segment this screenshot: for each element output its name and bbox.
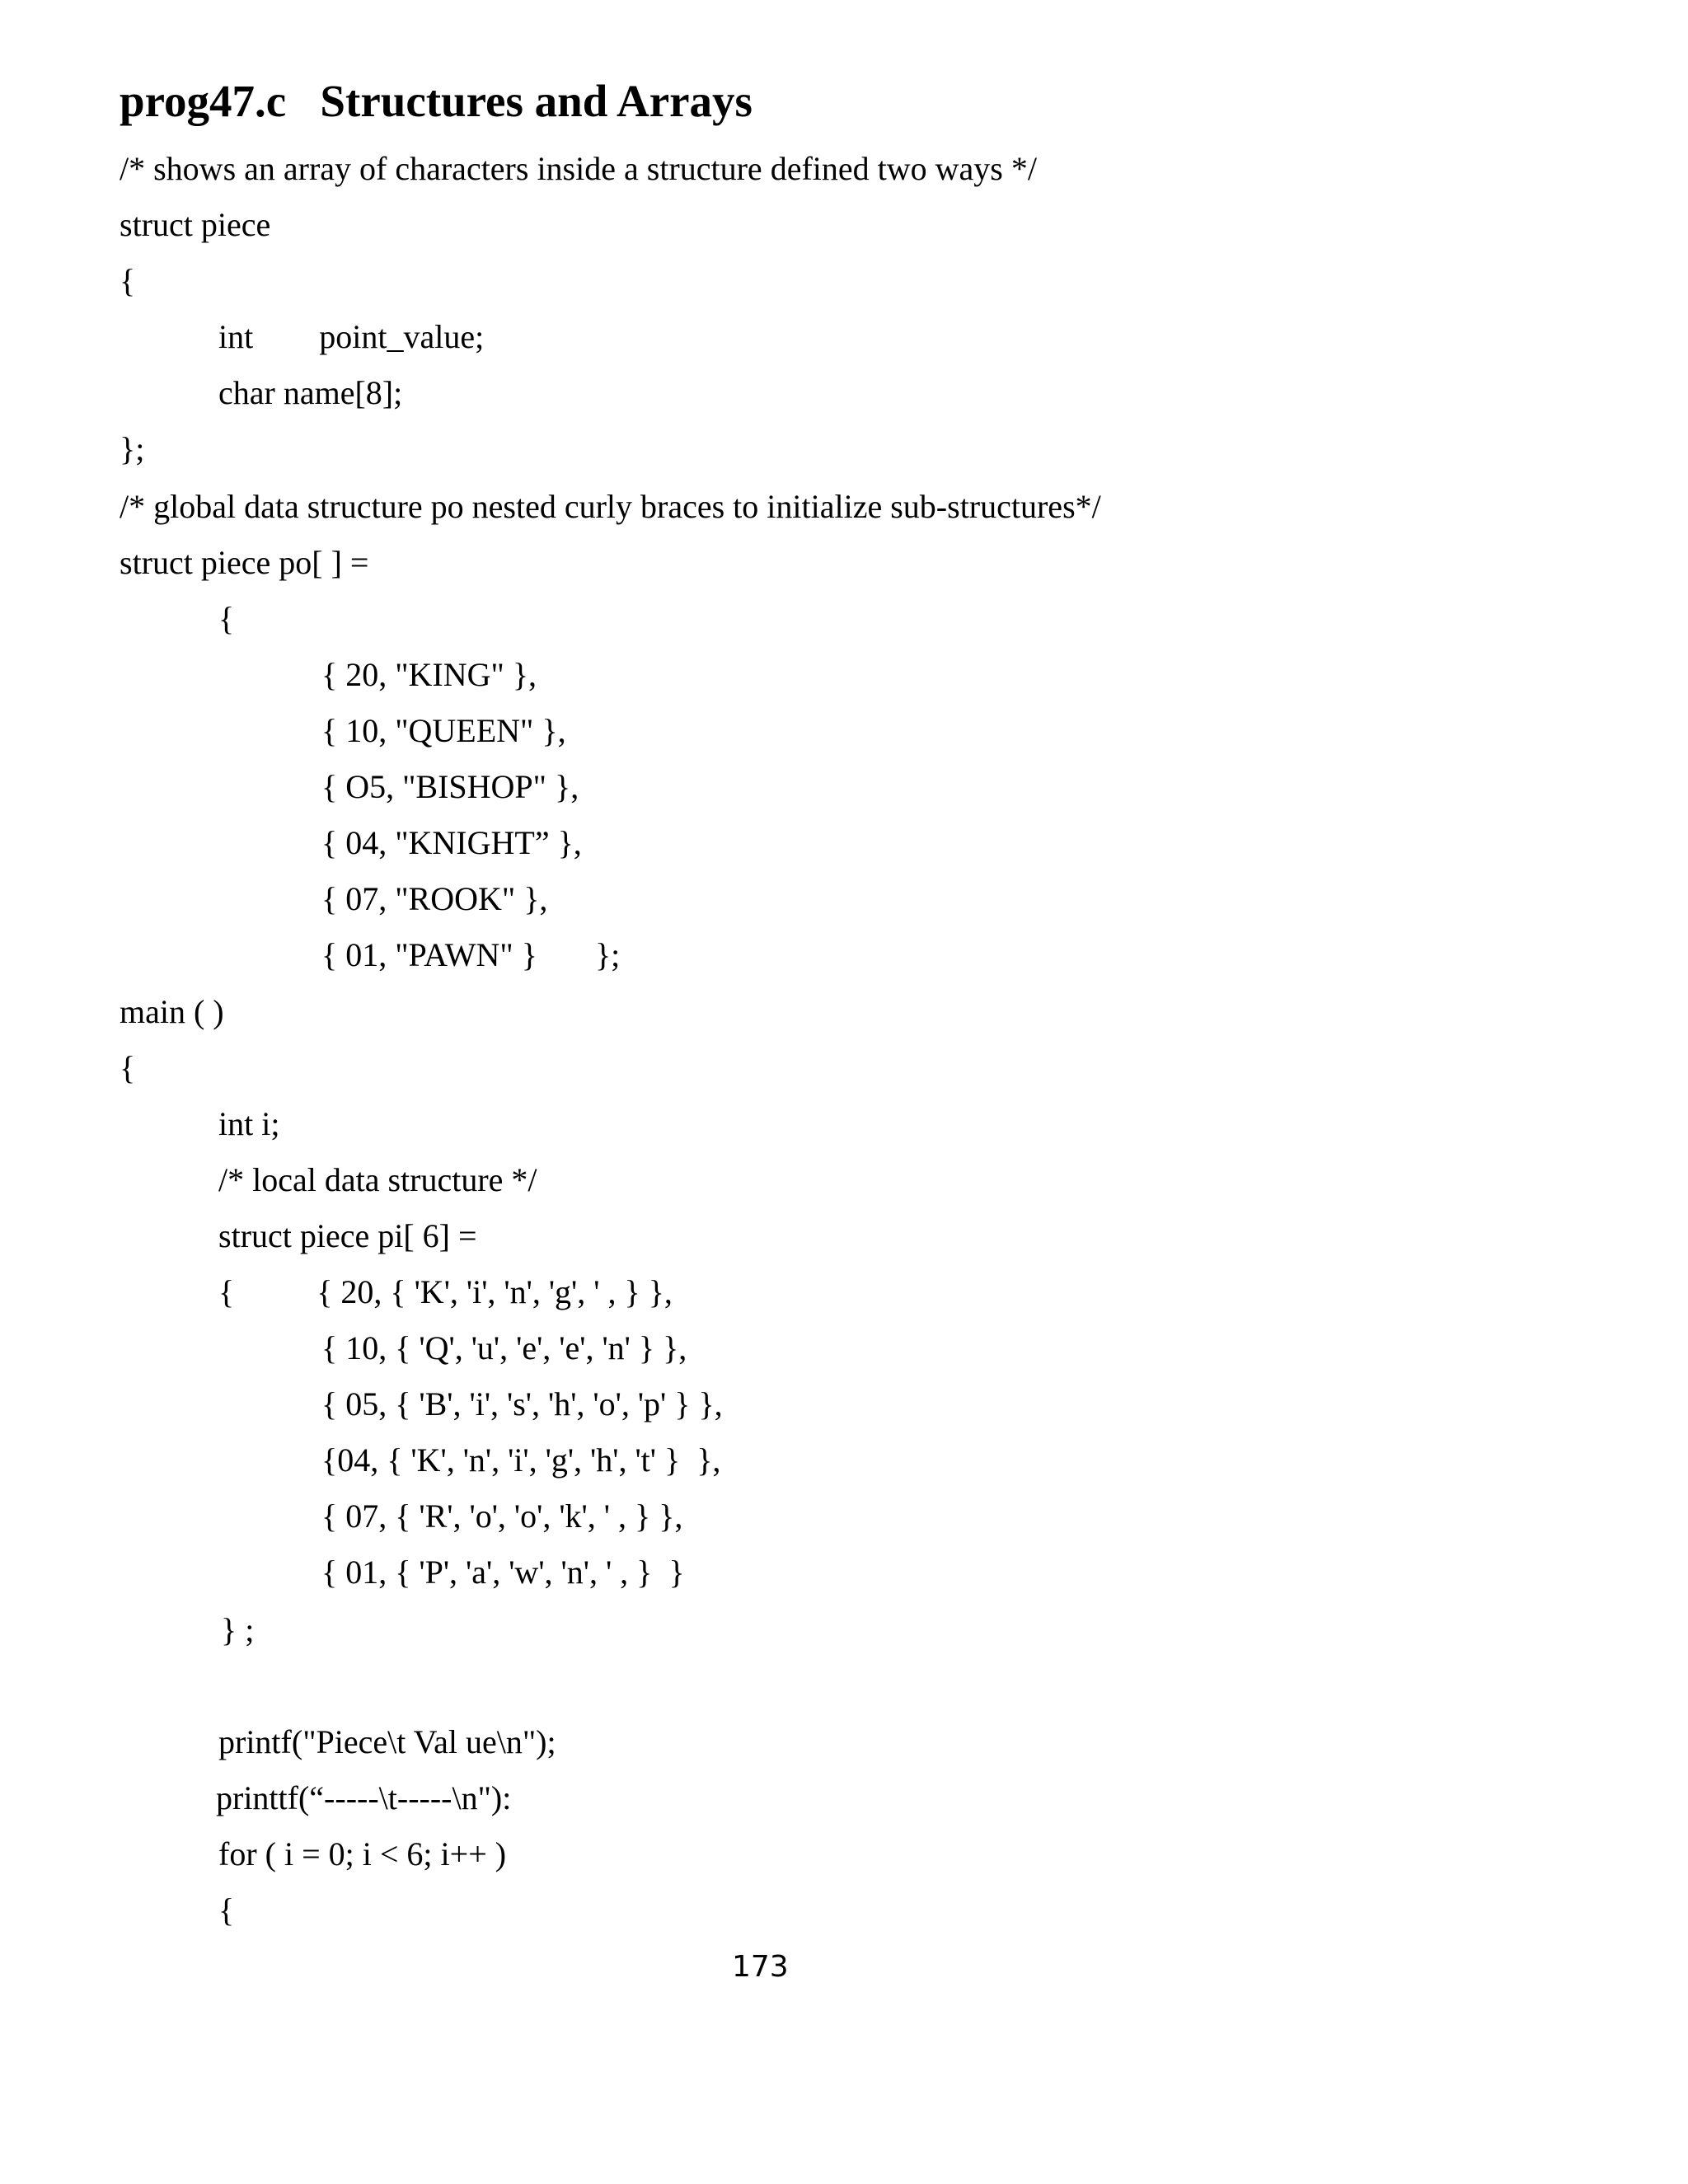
code-line-po-king: { 20, "KING" }, xyxy=(321,656,537,693)
code-line-struct-close: }; xyxy=(120,430,145,467)
code-line-comment-local: /* local data structure */ xyxy=(218,1161,537,1198)
code-line-po-pawn: { 01, "PAWN" } }; xyxy=(321,936,621,973)
code-line-pi-decl: struct piece pi[ 6] = xyxy=(218,1217,477,1254)
code-line-printf-header: printf("Piece\t Val ue\n"); xyxy=(218,1723,556,1760)
code-line-pi-king: { { 20, { 'K', 'i', 'n', 'g', ' , } }, xyxy=(218,1273,673,1310)
code-line-struct-decl: struct piece xyxy=(120,206,271,243)
code-line-pi-pawn: { 01, { 'P', 'a', 'w', 'n', ' , } } xyxy=(321,1554,685,1591)
page-number: 173 xyxy=(732,1950,789,1984)
code-line-for-open: { xyxy=(218,1891,235,1929)
code-line-po-decl: struct piece po[ ] = xyxy=(120,544,369,581)
code-line-po-knight: { 04, "KNIGHT” }, xyxy=(321,824,582,861)
code-line-main: main ( ) xyxy=(120,993,224,1030)
code-line-pi-knight: {04, { 'K', 'n', 'i', 'g', 'h', 't' } }, xyxy=(321,1441,721,1479)
code-line-int-i: int i; xyxy=(218,1105,280,1142)
code-line-int-field: int point_value; xyxy=(218,318,485,355)
code-line-po-bishop: { O5, "BISHOP" }, xyxy=(321,768,579,805)
code-line-comment-global: /* global data structure po nested curly braces to initialize sub-structures*/ xyxy=(120,488,1101,525)
code-line-printf-divider: printtf(“-----\t-----\n"): xyxy=(216,1779,512,1816)
code-line-po-rook: { 07, "ROOK" }, xyxy=(321,880,548,917)
code-line-pi-rook: { 07, { 'R', 'o', 'o', 'k', ' , } }, xyxy=(321,1497,683,1535)
code-line-struct-open: { xyxy=(120,262,136,299)
code-line-for-loop: for ( i = 0; i < 6; i++ ) xyxy=(218,1835,507,1872)
code-line-po-open: { xyxy=(218,600,235,637)
code-line-char-field: char name[8]; xyxy=(218,374,403,411)
code-line-pi-queen: { 10, { 'Q', 'u', 'e', 'e', 'n' } }, xyxy=(321,1329,687,1366)
code-line-comment-header: /* shows an array of characters inside a structure defined two ways */ xyxy=(120,150,1037,187)
page-title: prog47.c Structures and Arrays xyxy=(120,76,753,126)
code-line-main-open: { xyxy=(120,1049,136,1086)
code-line-po-queen: { 10, "QUEEN" }, xyxy=(321,712,566,749)
code-line-pi-bishop: { 05, { 'B', 'i', 's', 'h', 'o', 'p' } }, xyxy=(321,1385,723,1422)
code-line-pi-close: } ; xyxy=(221,1611,255,1648)
